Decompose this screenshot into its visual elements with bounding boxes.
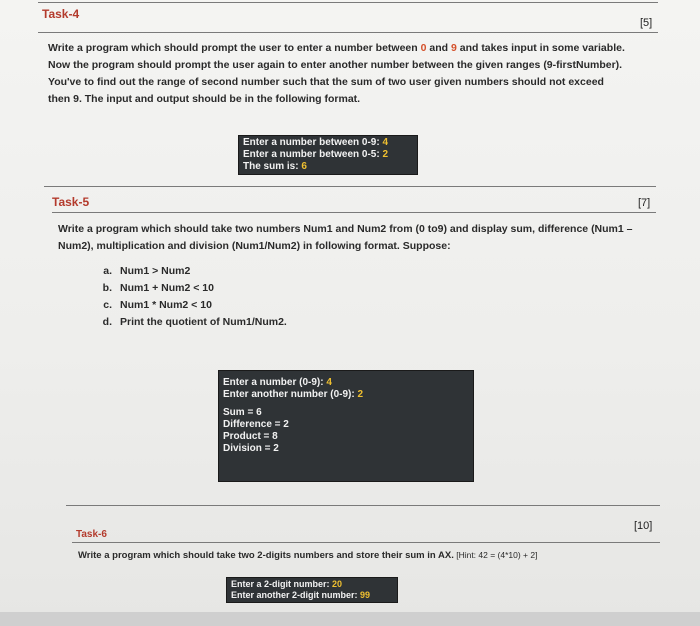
console-line: Difference = 2 bbox=[223, 419, 289, 430]
task6-marks: [10] bbox=[634, 520, 653, 532]
console-line: Sum = 6 bbox=[223, 407, 262, 418]
task4-line: then 9. The input and output should be in the following format. bbox=[48, 93, 361, 105]
task6-title: Task-6 bbox=[76, 529, 107, 540]
separator bbox=[52, 212, 656, 213]
task4-console bbox=[238, 135, 418, 175]
task5-list bbox=[98, 263, 287, 331]
task5-line: Write a program which should take two numbers Num1 and Num2 from (0 to9) and display sum, difference (Num1 – bbox=[58, 223, 633, 235]
separator bbox=[72, 542, 660, 543]
list-item: d. Print the quotient of Num1/Num2. bbox=[102, 316, 287, 328]
console-line: Division = 2 bbox=[223, 443, 279, 454]
console-line: Enter a number between 0-5: 2 bbox=[243, 149, 389, 160]
task5-marks: [7] bbox=[638, 197, 651, 209]
console-line: Enter a 2-digit number: 20 bbox=[231, 579, 343, 589]
console-line: The sum is: 6 bbox=[243, 161, 307, 172]
separator bbox=[38, 32, 658, 33]
task5-description bbox=[58, 221, 658, 255]
task4-line: Now the program should prompt the user again to enter another number between the given ranges (9-firstNumber). bbox=[48, 59, 623, 71]
task4-title: Task-4 bbox=[42, 7, 80, 21]
task4-line: Write a program which should prompt the user to enter a number between 0 and 9 and takes input in some variable. bbox=[48, 42, 625, 54]
task4-marks: [5] bbox=[640, 17, 653, 29]
task5-title: Task-5 bbox=[52, 195, 90, 209]
list-item: c. Num1 * Num2 < 10 bbox=[103, 299, 212, 311]
list-item: b. Num1 + Num2 < 10 bbox=[102, 282, 214, 294]
task5-console bbox=[218, 370, 474, 482]
separator bbox=[44, 186, 656, 187]
console-line: Product = 8 bbox=[223, 431, 278, 442]
page-bottom-edge bbox=[0, 612, 700, 626]
console-line: Enter another 2-digit number: 99 bbox=[231, 590, 371, 600]
separator bbox=[38, 2, 658, 3]
task6-console bbox=[226, 577, 398, 603]
task4-description bbox=[48, 40, 658, 108]
task4-line: You've to find out the range of second number such that the sum of two user given numbers should not exceed bbox=[48, 76, 604, 88]
console-line: Enter another number (0-9): 2 bbox=[223, 389, 364, 400]
separator bbox=[66, 505, 660, 506]
console-line: Enter a number between 0-9: 4 bbox=[243, 137, 389, 148]
task5-line: Num2), multiplication and division (Num1/Num2) in following format. Suppose: bbox=[58, 240, 451, 252]
task6-description: Write a program which should take two 2-digits numbers and store their sum in AX. [Hint: 42 = (4*10) + 2] bbox=[78, 550, 538, 561]
console-line: Enter a number (0-9): 4 bbox=[223, 377, 332, 388]
list-item: a. Num1 > Num2 bbox=[103, 265, 191, 277]
